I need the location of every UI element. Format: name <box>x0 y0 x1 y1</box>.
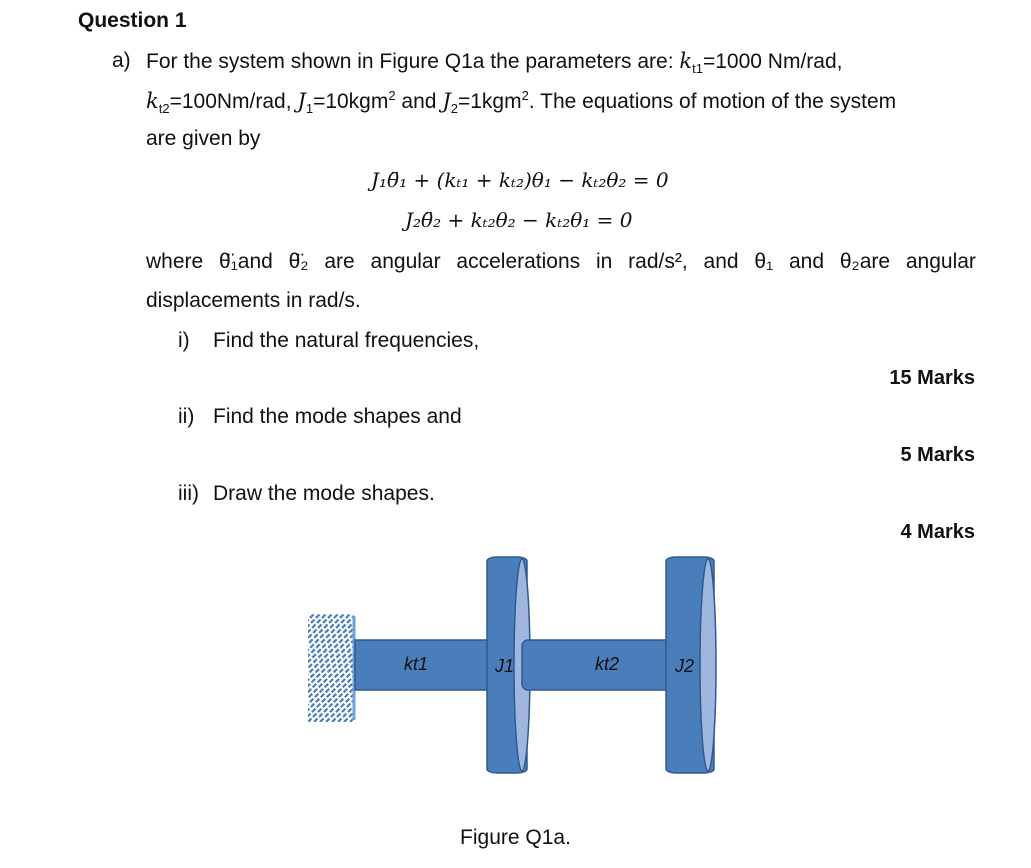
kt1-value: =1000 Nm/rad, <box>702 50 843 73</box>
j1-superscript: 2 <box>388 88 396 103</box>
label-kt1: kt1 <box>404 654 429 674</box>
item-i-label: i) <box>178 329 190 352</box>
j2-symbol: J <box>442 89 451 113</box>
item-iii-label: iii) <box>178 482 199 505</box>
j1-symbol: J <box>297 89 306 113</box>
where-word: accelerations <box>456 250 581 273</box>
where-word: in <box>595 250 613 273</box>
hatch-line <box>212 614 320 722</box>
where-word: rad/s², <box>628 250 688 273</box>
where-word: angular <box>370 250 441 273</box>
item-iii-marks: 4 Marks <box>900 521 975 543</box>
j1-value: =10kgm <box>313 90 389 113</box>
question-title: Question 1 <box>78 9 187 32</box>
j2-subscript: 2 <box>450 101 458 117</box>
item-ii-text: Find the mode shapes and <box>213 405 462 428</box>
hatch-line <box>194 614 302 722</box>
figure-caption: Figure Q1a. <box>460 826 571 849</box>
item-ii-label: ii) <box>178 405 195 428</box>
part-a-line3: are given by <box>146 127 261 150</box>
where-word: are <box>324 250 355 273</box>
label-kt2: kt2 <box>595 654 620 674</box>
disk-j2-face <box>700 559 716 771</box>
j2-superscript: 2 <box>521 88 529 103</box>
kt1-subscript: t1 <box>692 61 703 77</box>
j2-value: =1kgm <box>457 90 522 113</box>
where-word: and <box>703 250 739 273</box>
item-ii-marks: 5 Marks <box>900 444 975 466</box>
where-word: θ₁ <box>754 250 774 273</box>
label-j1: J1 <box>495 656 515 676</box>
where-word: angular <box>905 250 976 273</box>
hatch-line <box>200 614 308 722</box>
kt2-value: =100Nm/rad, <box>169 90 298 113</box>
line2-tail: . The equations of motion of the system <box>528 90 897 113</box>
line1-text: For the system shown in Figure Q1a the parameters are: <box>146 50 680 73</box>
part-a-line5: displacements in rad/s. <box>146 289 361 312</box>
item-iii-text: Draw the mode shapes. <box>213 482 435 505</box>
equation-2: J₂θ̈₂ + kₜ₂θ₂ − kₜ₂θ₁ = 0 <box>405 208 633 232</box>
item-i-marks: 15 Marks <box>889 367 975 389</box>
equation-1: J₁θ̈₁ + (kₜ₁ + kₜ₂)θ₁ − kₜ₂θ₂ = 0 <box>371 168 669 192</box>
where-word: where <box>146 250 204 273</box>
where-word: θ̈₁and <box>219 250 273 273</box>
where-word: and <box>788 250 825 273</box>
item-i-text: Find the natural frequencies, <box>213 329 480 352</box>
label-j2: J2 <box>675 656 695 676</box>
hatch-line <box>206 614 314 722</box>
where-word: θ₂are <box>839 250 891 273</box>
hatch-line <box>188 614 296 722</box>
j1-subscript: 1 <box>305 101 314 117</box>
kt1-symbol: k <box>679 49 693 73</box>
where-word: θ̈₂ <box>288 250 309 273</box>
part-a-label: a) <box>112 49 131 72</box>
kt2-subscript: t2 <box>158 101 170 117</box>
and-text: and <box>395 90 443 113</box>
kt2-symbol: k <box>146 89 159 113</box>
